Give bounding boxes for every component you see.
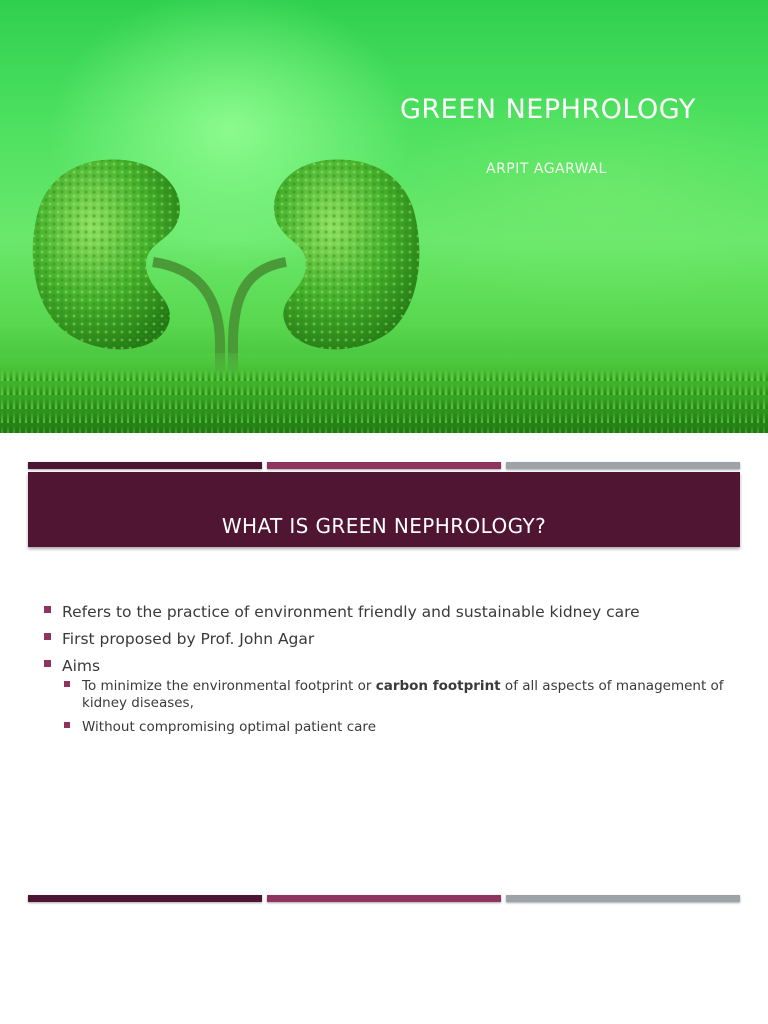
sub-list-item [64, 719, 734, 736]
list-item [44, 602, 734, 629]
list-item [44, 629, 734, 656]
sub-list-item [64, 678, 734, 712]
presentation-title: GREEN NEPHROLOGY [400, 94, 696, 125]
top-accent-bar-magenta [267, 462, 501, 469]
bottom-accent-bar-grey [506, 895, 740, 902]
sub-bullet-text-start: To minimize the environmental footprint or [82, 678, 376, 694]
author-name: ARPIT AGARWAL [486, 161, 607, 177]
list-item [44, 656, 734, 678]
bottom-accent-bar-magenta [267, 895, 501, 902]
bullet-text: First proposed by Prof. John Agar [62, 630, 315, 648]
title-slide [0, 0, 768, 433]
bullet-square-icon [44, 660, 51, 667]
slide-heading: WHAT IS GREEN NEPHROLOGY? [221, 514, 547, 538]
bullet-text: Aims [62, 657, 101, 675]
sub-bullet-text: Without compromising optimal patient care [82, 719, 376, 735]
heading-banner [28, 472, 740, 547]
bullet-list [44, 602, 734, 743]
bullet-text: Refers to the practice of environment friendly and sustainable kidney care [62, 603, 640, 621]
top-accent-bar-grey [506, 462, 740, 469]
top-accent-bar-dark [28, 462, 262, 469]
bullet-square-icon [44, 606, 51, 613]
bullet-square-icon [64, 722, 70, 728]
sub-bullet-text-end: of all aspects of management of kidney diseases, [82, 678, 724, 711]
grass-field [0, 353, 768, 433]
bullet-square-icon [44, 633, 51, 640]
bottom-accent-bar-dark [28, 895, 262, 902]
bullet-square-icon [64, 681, 70, 687]
sub-bullet-bold-text: carbon footprint [375, 678, 501, 694]
